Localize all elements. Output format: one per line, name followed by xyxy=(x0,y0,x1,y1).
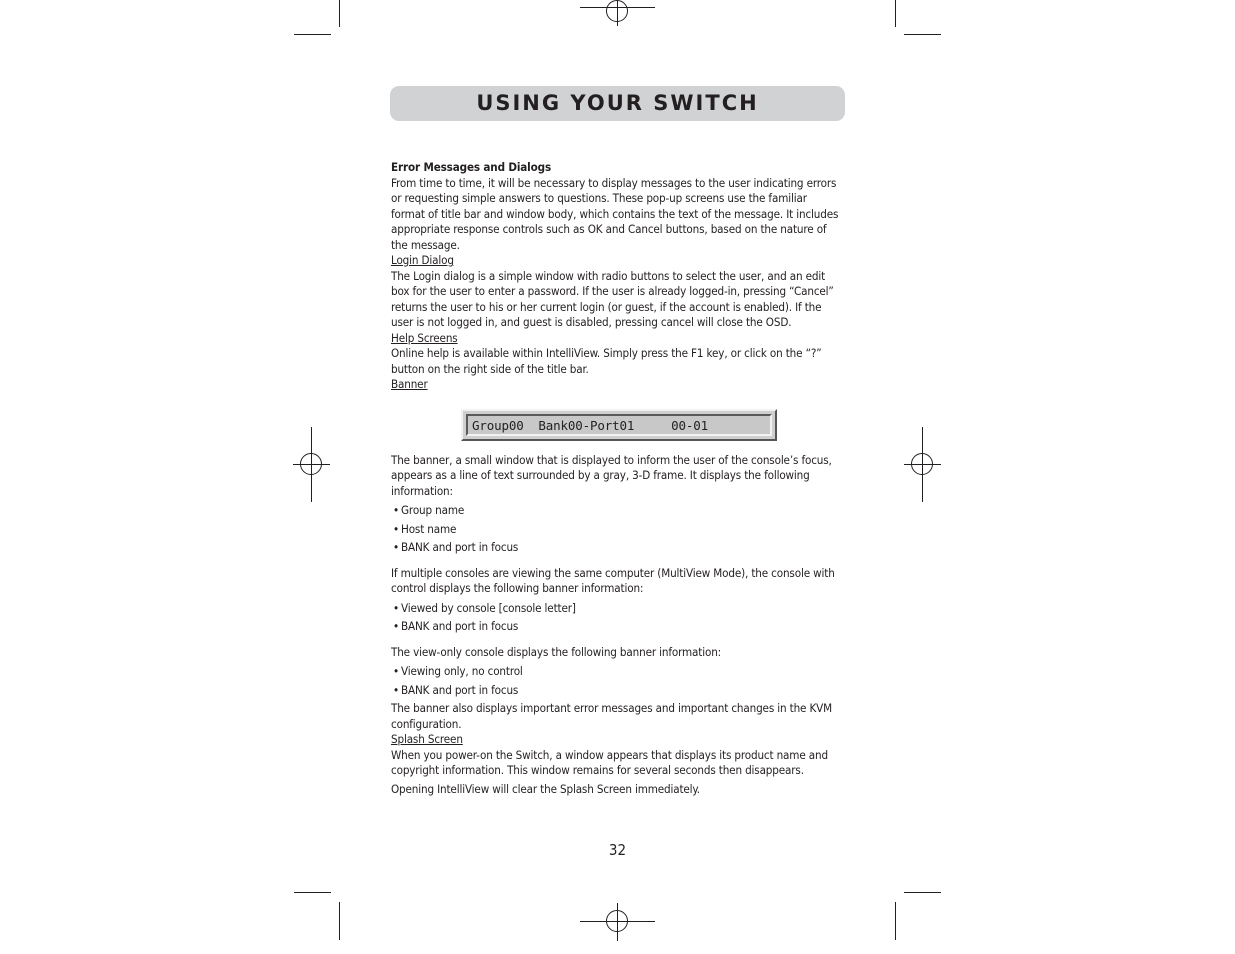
banner-info-list xyxy=(391,503,843,556)
registration-circle-icon xyxy=(606,910,628,932)
paragraph-error-messages: From time to time, it will be necessary to display messages to the user indicating errors or requesting simple answers to questions. These pop-up screens use the familiar format of title bar and window body, which contains the text of the message. It includes appropriate response controls such as OK and Cancel buttons, based on the nature of the message. xyxy=(391,175,839,252)
list-item: • BANK and port in focus xyxy=(391,619,843,635)
paragraph-banner-also: The banner also displays important error messages and important changes in the KVM configuration. xyxy=(391,701,832,731)
crop-mark xyxy=(339,902,340,940)
section-header xyxy=(390,86,845,121)
view-only-info-list xyxy=(391,664,843,698)
paragraph-help-screens: Online help is available within IntelliView. Simply press the F1 key, or click on the “?” button on the right side of the title bar. xyxy=(391,346,822,376)
heading-banner: Banner xyxy=(391,377,428,391)
banner-example-text: Group00 Bank00-Port01 00-01 xyxy=(472,417,709,433)
registration-circle-icon xyxy=(606,0,628,22)
list-item: • BANK and port in focus xyxy=(391,540,843,556)
heading-login-dialog: Login Dialog xyxy=(391,253,454,267)
multiview-info-list xyxy=(391,601,843,635)
heading-help-screens: Help Screens xyxy=(391,330,458,345)
crop-mark xyxy=(895,902,896,940)
page-title: USING YOUR SWITCH xyxy=(476,91,759,115)
banner-inner xyxy=(466,414,772,436)
heading-splash-screen: Splash Screen xyxy=(391,732,463,746)
crop-mark xyxy=(294,34,331,35)
registration-circle-icon xyxy=(300,453,322,475)
crop-mark xyxy=(904,34,941,35)
page-content xyxy=(391,160,843,797)
paragraph-login-dialog: The Login dialog is a simple window with radio buttons to select the user, and an edit box for the user to enter a password. If the user is already logged-in, pressing “Cancel” returns the user to his or her current login (or guest, if the account is enabled). If the user is not logged in, and guest is disabled, pressing cancel will close the OSD. xyxy=(391,268,834,329)
crop-mark xyxy=(294,892,331,893)
crop-mark xyxy=(895,0,896,27)
registration-circle-icon xyxy=(911,453,933,475)
paragraph-splash-screen: When you power-on the Switch, a window appears that displays its product name and copyright information. This window remains for several seconds then disappears. xyxy=(391,747,828,777)
paragraph-banner: The banner, a small window that is displayed to inform the user of the console’s focus, appears as a line of text surrounded by a gray, 3-D frame. It displays the following information: xyxy=(391,452,832,498)
paragraph-view-only: The view-only console displays the following banner information: xyxy=(391,644,722,659)
paragraph-splash-screen-2: Opening IntelliView will clear the Splash Screen immediately. xyxy=(391,781,700,796)
banner-figure xyxy=(391,399,843,453)
heading-error-messages: Error Messages and Dialogs xyxy=(391,160,552,174)
list-item: • Viewed by console [console letter] xyxy=(391,601,843,617)
page-number: 32 xyxy=(608,841,627,859)
list-item: • Group name xyxy=(391,503,843,519)
banner-frame xyxy=(461,409,777,441)
list-item: • Viewing only, no control xyxy=(391,664,843,680)
crop-mark xyxy=(904,892,941,893)
list-item: • Host name xyxy=(391,522,843,538)
crop-mark xyxy=(339,0,340,27)
paragraph-multiview: If multiple consoles are viewing the same computer (MultiView Mode), the console with control displays the following banner information: xyxy=(391,565,835,595)
list-item: • BANK and port in focus xyxy=(391,683,843,699)
